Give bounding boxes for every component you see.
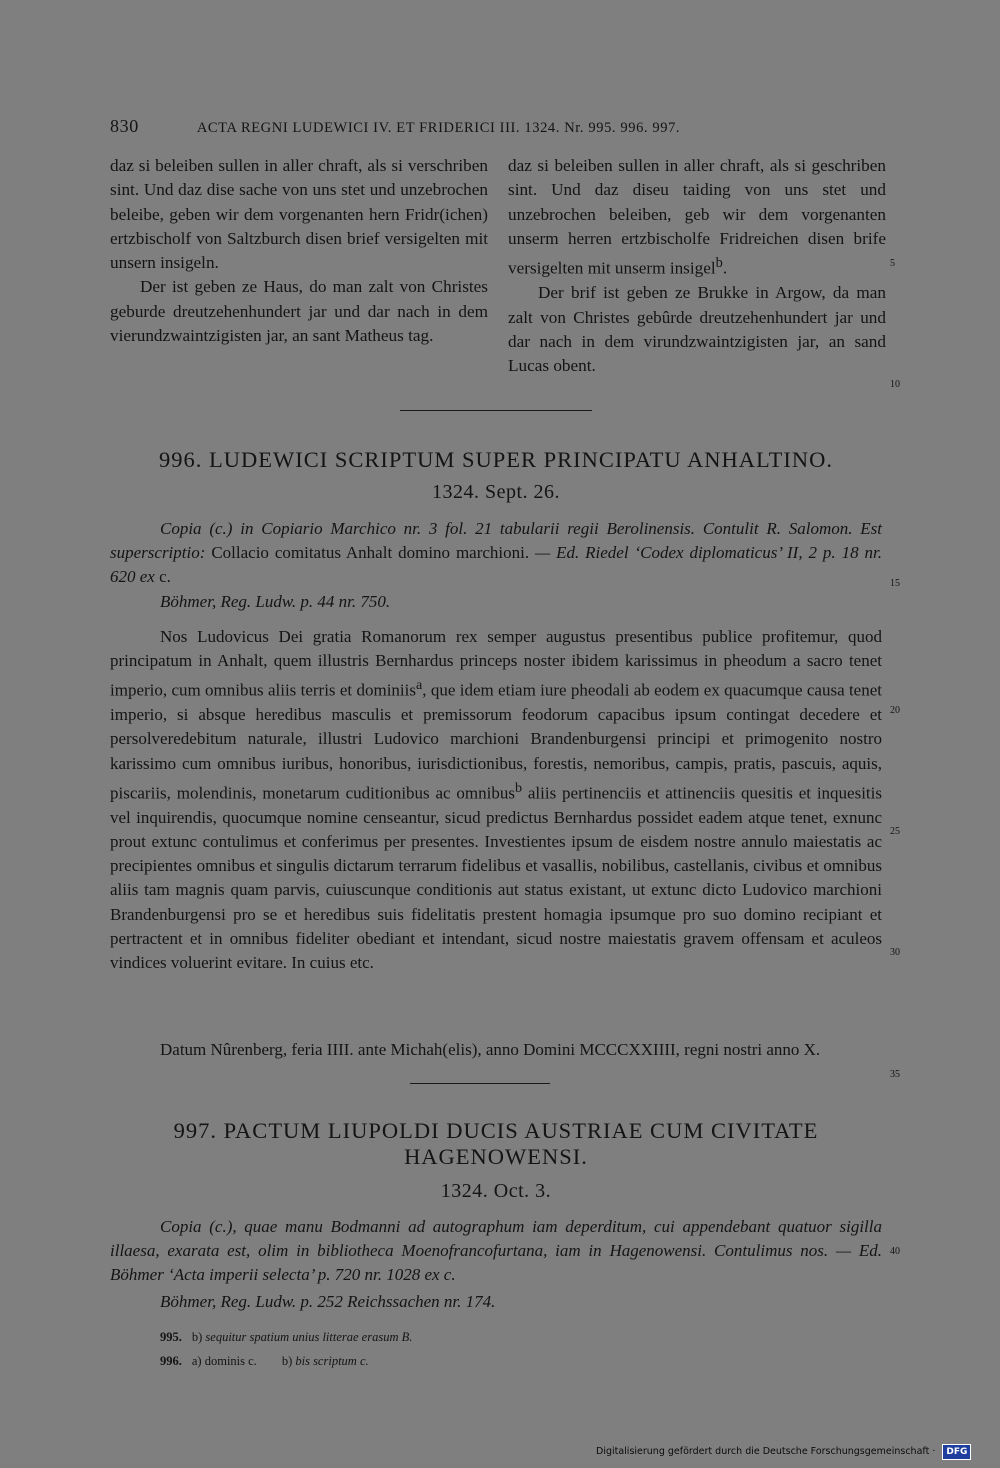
text-part-2: , que idem etiam iure pheodali ab eodem ex quacumque causa tenet imperio, si absque heredibus masculis et premissorum feodorum capacibus ipsum contingat decedere et persolveredebitum naturale, illustri Ludovico marchioni Brandenburgensi principi et primogenito nostro karissimo cum omnibus iuribus, honoribus, iurisdictionibus, forestis, nemoribus, campis, pratis, pascuis, aquis, piscariis, molendinis, monetarum cuditionibus ac omnibus: [110, 681, 882, 803]
source-part-c: — Ed. Riedel ‘Codex diplomaticus’ II, 2 p. 18 nr. 620 ex: [110, 543, 882, 587]
right-paragraph-2: Der brif ist geben ze Brukke in Argow, da man zalt von Christes gebûrde dreutzehenhundert jar und dar nach in dem virundzwaintzigisten jar, an sand Lucas obent.: [508, 283, 886, 376]
line-number: 10: [890, 379, 900, 390]
right-paragraph-1-text: daz si beleiben sullen in aller chraft, als si geschriben sint. Und daz diseu taiding von uns stet und unzebrochen beleiben, geb wir dem vorgenanten unserm herren ertzbischolfe Fridreichen disen brife versigelten mit unserm insigel: [508, 156, 886, 278]
source-superscriptio: Collacio comitatus Anhalt domino marchioni.: [211, 543, 530, 563]
footnote-text: bis scriptum c.: [295, 1354, 369, 1368]
footnote-mark: b): [191, 1330, 203, 1344]
footnote-mark: b): [281, 1354, 293, 1368]
doc996-datum: Datum Nûrenberg, feria IIII. ante Michah(elis), anno Domini MCCCXXIIII, regni nostri anno X.: [160, 1040, 821, 1059]
text-part-1: Nos Ludovicus Dei gratia Romanorum rex semper augustus presentibus publice profitemur, quod principatum in Anhalt, quem illustris Bernhardus princeps noster ibidem karissimus in pheodum a sacro tenet imperio, cum omnibus aliis terris et dominiis: [110, 627, 882, 701]
dfg-logo: DFG: [942, 1444, 971, 1460]
line-number: 25: [890, 826, 900, 837]
doc996-text: [110, 625, 882, 975]
running-head: [110, 116, 790, 137]
footnote-996: [160, 1354, 369, 1369]
line-number: 40: [890, 1246, 900, 1257]
footnote-mark-b: b: [514, 779, 523, 796]
doc996-title: 996. LUDEWICI SCRIPTUM SUPER PRINCIPATU ANHALTINO.: [158, 447, 834, 472]
line-number: 35: [890, 1069, 900, 1080]
footnote-mark-b: b: [715, 255, 723, 272]
line-number: 5: [890, 258, 895, 269]
right-paragraph-1: [508, 154, 886, 281]
footnote-mark-a: a: [415, 677, 423, 694]
right-paragraph-1-end: .: [722, 258, 728, 278]
running-title: ACTA REGNI LUDEWICI IV. ET FRIDERICI III. 1324. Nr. 995. 996. 997.: [196, 120, 681, 136]
doc996-bohmer-ref: Böhmer, Reg. Ludw. p. 44 nr. 750.: [160, 592, 391, 611]
section-divider: [400, 410, 592, 411]
page-number: 830: [110, 116, 139, 136]
line-number: 30: [890, 947, 900, 958]
doc995-left-column: [110, 154, 488, 348]
funding-note: [596, 1444, 971, 1460]
footnote-mark: a): [191, 1354, 202, 1368]
text-part-3: aliis pertinenciis et attinenciis quesitis et inquesitis vel inquirendis, quocumque nomine censeantur, sicud predictus Bernhardus possidet eadem atque tenet, exnunc prout extunc contulimus et conferimus per presentes. Investientes ipsum de eisdem nostre annulo maiestatis ac precipientes omnibus et singulis dictarum terrarum fidelibus et vasallis, nobilibus, castellanis, civibus et omnibus aliis tam magnis quam parvis, cuiuscunque conditionis aut status existant, ut extunc dicto Ludovico marchioni Brandenburgensi pro se et heredibus suis fidelitatis prestent homagia ipsumque pro suo domino recipiant et pertractent et in omnibus fideliter obediant et intendant, sicud nostre maiestatis gravem offensam et aculeos vindices voluerint evitare. In cuius etc.: [110, 783, 882, 972]
doc996-date: 1324. Sept. 26.: [431, 481, 561, 503]
section-divider: [410, 1083, 550, 1084]
doc997-title: [110, 1118, 882, 1170]
footnote-number: 995.: [160, 1330, 182, 1344]
source-part-a: Copia (c.) in Copiario Marchico nr. 3 fol. 21 tabularii regii Berolinensis. Contulit R. Salomon. Est superscriptio:: [110, 519, 882, 563]
footnote-number: 996.: [160, 1354, 182, 1368]
doc995-right-column: [508, 154, 886, 378]
funding-note-text: Digitalisierung gefördert durch die Deutsche Forschungsgemeinschaft ·: [596, 1446, 939, 1457]
doc997-bohmer-ref: Böhmer, Reg. Ludw. p. 252 Reichssachen nr. 174.: [160, 1292, 496, 1311]
doc996-source-note: [110, 517, 882, 590]
doc997-date: 1324. Oct. 3.: [440, 1180, 552, 1202]
left-paragraph-2: Der ist geben ze Haus, do man zalt von Christes geburde dreutzehenhundert jar und dar nach in dem vierundzwaintzigisten jar, an sant Matheus tag.: [110, 277, 488, 346]
doc997-title-line-2: HAGENOWENSI.: [404, 1144, 588, 1169]
source-part-d: c.: [159, 567, 171, 587]
footnote-995: [160, 1330, 412, 1345]
footnote-text: sequitur spatium unius litterae erasum B.: [205, 1330, 413, 1344]
left-paragraph-1: daz si beleiben sullen in aller chraft, als si verschriben sint. Und daz dise sache von uns stet und unzebrochen beleibe, geben wir dem vorgenanten hern Fridr(ichen) ertzbischolf von Saltzburch disen brief versigelten mit unsern insigeln.: [110, 156, 488, 273]
footnote-text: dominis c.: [204, 1354, 257, 1368]
doc997-title-line-1: 997. PACTUM LIUPOLDI DUCIS AUSTRIAE CUM CIVITATE: [173, 1118, 819, 1143]
line-number: 15: [890, 578, 900, 589]
line-number: 20: [890, 705, 900, 716]
doc997-source-note: Copia (c.), quae manu Bodmanni ad autographum iam deperditum, cui appendebant quatuor sigilla illaesa, exarata est, olim in bibliotheca Moenofrancofurtana, iam in Hagenowensi. Contulimus nos. — Ed. Böhmer ‘Acta imperii selecta’ p. 720 nr. 1028 ex c.: [110, 1217, 882, 1285]
